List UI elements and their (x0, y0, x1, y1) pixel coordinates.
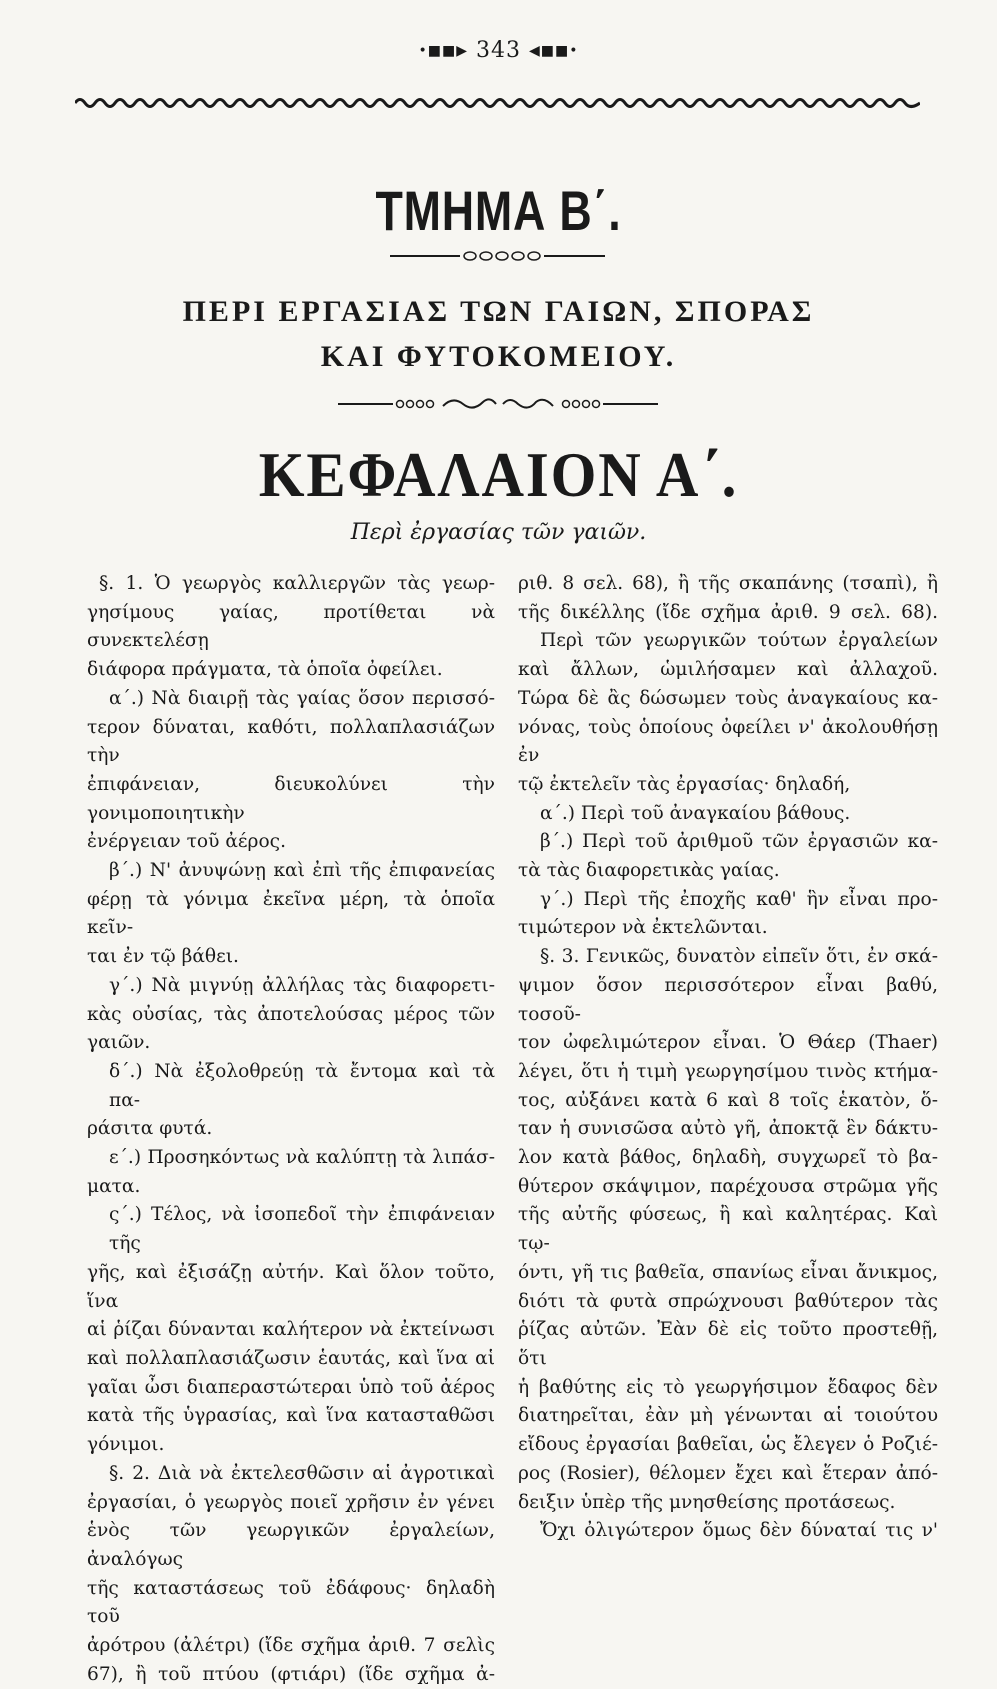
text-line: 67), ἢ τοῦ πτύου (φτιάρι) (ἴδε σχῆμα ἀ- (87, 1663, 495, 1685)
ornamental-rule-large (338, 396, 658, 412)
subtitle-line-1: ΠΕΡΙ ΕΡΓΑΣΙΑΣ ΤΩΝ ΓΑΙΩΝ, ΣΠΟΡΑΣ (182, 295, 815, 328)
text-line: τῆς αὐτῆς φύσεως, ἢ καὶ καλητέρας. Καὶ τῳ- (518, 1204, 938, 1255)
text-line: διότι τὰ φυτὰ σπρώχνουσι βαθύτερον τὰς (518, 1290, 938, 1312)
text-line: β΄.) Ν' ἀνυψώνῃ καὶ ἐπὶ τῆς ἐπιφανείας (109, 860, 495, 882)
text-line: κὰς οὐσίας, τὰς ἀποτελούσας μέρος τῶν (87, 1003, 495, 1025)
text-line: ἑνὸς τῶν γεωργικῶν ἐργαλείων, ἀναλόγως (87, 1520, 495, 1570)
text-line: Περὶ τῶν γεωργικῶν τούτων ἐργαλείων (540, 630, 938, 652)
text-line: γόνιμοι. (87, 1434, 165, 1456)
text-line: ἡ βαθύτης εἰς τὸ γεωργήσιμον ἔδαφος δὲν (518, 1376, 938, 1398)
text-line: ς΄.) Τέλος, νὰ ἰσοπεδοῖ τὴν ἐπιφάνειαν τῆς (109, 1204, 495, 1255)
text-line: γαῖαι ὦσι διαπεραστώτεραι ὑπὸ τοῦ ἀέρος (87, 1376, 495, 1398)
text-line: γῆς, καὶ ἐξισάζῃ αὐτήν. Καὶ ὅλον τοῦτο, ἵνα (87, 1261, 495, 1312)
text-line: §. 2. Διὰ νὰ ἐκτελεσθῶσιν αἱ ἀγροτικαὶ (109, 1462, 495, 1484)
section-title: ΤΜΗΜΑ Β΄. (375, 179, 622, 242)
right-text-column (518, 570, 938, 1546)
text-line: τον ὠφελιμώτερον εἶναι. Ὁ Θάερ (Thaer) (518, 1032, 938, 1054)
text-line: δειξιν ὑπὲρ τῆς μνησθείσης προτάσεως. (518, 1491, 896, 1513)
text-line: όντι, γῆ τις βαθεῖα, σπανίως εἶναι ἄνικμος, (518, 1261, 938, 1283)
text-line: διάφορα πράγματα, τὰ ὁποῖα ὀφείλει. (87, 659, 443, 681)
text-line: νόνας, τοὺς ὁποίους ὀφείλει ν' ἀκολουθήσῃ ἐν (518, 716, 938, 767)
text-line: θύτερον σκάψιμον, παρέχουσα στρῶμα γῆς (518, 1175, 938, 1197)
text-line: ριθ. 8 σελ. 68), ἢ τῆς σκαπάνης (τσαπὶ), ἢ (518, 573, 938, 594)
subtitle-line-2: ΚΑΙ ΦΥΤΟΚΟΜΕΙΟΥ. (320, 340, 677, 373)
text-line: αἱ ῥίζαι δύνανται καλήτερον νὰ ἐκτείνωσι (87, 1319, 495, 1341)
text-line: διατηρεῖται, ἐὰν μὴ γένωνται αἱ τοιούτου (518, 1405, 938, 1427)
text-line: ρος (Rosier), θέλομεν ἔχει καὶ ἕτεραν ἀπό- (518, 1462, 938, 1484)
text-line: τῷ ἐκτελεῖν τὰς ἐργασίας· δηλαδή, (518, 773, 851, 795)
left-text-column (87, 570, 495, 1689)
ornament-right-icon: ◀■■• (529, 43, 579, 59)
text-line: λον κατὰ βάθος, δηλαδὴ, συγχωρεῖ τὸ βα- (518, 1147, 938, 1169)
text-line: τερον δύναται, καθότι, πολλαπλασιάζων τὴν (87, 716, 495, 767)
text-line: ψιμον ὅσον περισσότερον εἶναι βαθύ, τοσοῦ- (518, 974, 938, 1025)
text-line: γ΄.) Νὰ μιγνύῃ ἀλλήλας τὰς διαφορετι- (109, 974, 495, 996)
text-line: ταν ἡ συνισῶσα αὐτὸ γῆ, ἀποκτᾷ ἓν δάκτυ- (518, 1118, 938, 1140)
text-line: τῆς δικέλλης (ἴδε σχῆμα ἀριθ. 9 σελ. 68). (518, 601, 938, 623)
text-line: καὶ ἄλλων, ὡμιλήσαμεν καὶ ἀλλαχοῦ. (518, 659, 938, 681)
text-line: ῥίζας αὐτῶν. Ἐὰν δὲ εἰς τοῦτο προστεθῇ, ὅτι (518, 1319, 938, 1369)
text-line: δ΄.) Νὰ ἐξολοθρεύῃ τὰ ἔντομα καὶ τὰ πα- (109, 1060, 495, 1111)
text-line: ε΄.) Προσηκόντως νὰ καλύπτῃ τὰ λιπάσ- (109, 1147, 495, 1169)
page-number-header (0, 38, 997, 63)
text-line: γ΄.) Περὶ τῆς ἐποχῆς καθ' ἣν εἶναι προ- (540, 888, 938, 910)
text-line: ἐπιφάνειαν, διευκολύνει τὴν γονιμοποιητικὴν (87, 773, 495, 824)
text-line: γησίμους γαίας, προτίθεται νὰ συνεκτελέσῃ (87, 601, 495, 652)
ornamental-rule-small (390, 250, 605, 262)
text-line: κατὰ τῆς ὑγρασίας, καὶ ἵνα κατασταθῶσι (87, 1405, 495, 1427)
text-line: ράσιτα φυτά. (87, 1118, 213, 1140)
chapter-title: ΚΕΦΑΛΑΙΟΝ Α΄. (258, 439, 739, 510)
text-line: α΄.) Περὶ τοῦ ἀναγκαίου βάθους. (540, 802, 851, 824)
text-line: γαιῶν. (87, 1032, 151, 1054)
text-line: ἐργασίαι, ὁ γεωργὸς ποιεῖ χρῆσιν ἐν γένει (87, 1491, 495, 1513)
text-line: §. 1. Ὁ γεωργὸς καλλιεργῶν τὰς γεωρ- (99, 573, 495, 594)
text-line: ματα. (87, 1175, 141, 1197)
text-line: τιμώτερον νὰ ἐκτελῶνται. (518, 917, 768, 939)
wavy-rule-divider (75, 96, 920, 110)
text-line: Τώρα δὲ ἂς δώσωμεν τοὺς ἀναγκαίους κα- (518, 687, 938, 709)
text-line: §. 3. Γενικῶς, δυνατὸν εἰπεῖν ὅτι, ἐν σκά- (540, 946, 938, 968)
text-line: ἀρότρου (ἀλέτρι) (ἴδε σχῆμα ἀριθ. 7 σελὶς (87, 1635, 495, 1657)
text-line: ται ἐν τῷ βάθει. (87, 946, 239, 968)
text-line: β΄.) Περὶ τοῦ ἀριθμοῦ τῶν ἐργασιῶν κα- (540, 831, 938, 853)
text-line: φέρῃ τὰ γόνιμα ἐκεῖνα μέρη, τὰ ὁποῖα κεῖν- (87, 888, 495, 939)
text-line: τὰ τὰς διαφορετικὰς γαίας. (518, 860, 780, 882)
chapter-subtitle: Περὶ ἐργασίας τῶν γαιῶν. (350, 520, 647, 545)
ornament-left-icon: •■■▶ (418, 43, 468, 59)
text-line: ἐνέργειαν τοῦ ἀέρος. (87, 831, 286, 853)
text-line: τος, αὐξάνει κατὰ 6 καὶ 8 τοῖς ἑκατὸν, ὅ- (518, 1089, 938, 1111)
text-line: καὶ πολλαπλασιάζωσιν ἑαυτάς, καὶ ἵνα αἱ (87, 1347, 495, 1369)
text-line: Ὄχι ὀλιγώτερον ὅμως δὲν δύναταί τις ν' (540, 1520, 938, 1542)
text-line: τῆς καταστάσεως τοῦ ἐδάφους· δηλαδὴ τοῦ (87, 1577, 495, 1628)
text-line: λέγει, ὅτι ἡ τιμὴ γεωργησίμου τινὸς κτήμα- (518, 1060, 938, 1082)
text-line: α΄.) Νὰ διαιρῇ τὰς γαίας ὅσον περισσό- (109, 687, 495, 709)
text-line: εἴδους ἐργασίαι βαθεῖαι, ὡς ἔλεγεν ὁ Ροζιέ- (518, 1434, 938, 1456)
page-number: 343 (476, 38, 521, 63)
